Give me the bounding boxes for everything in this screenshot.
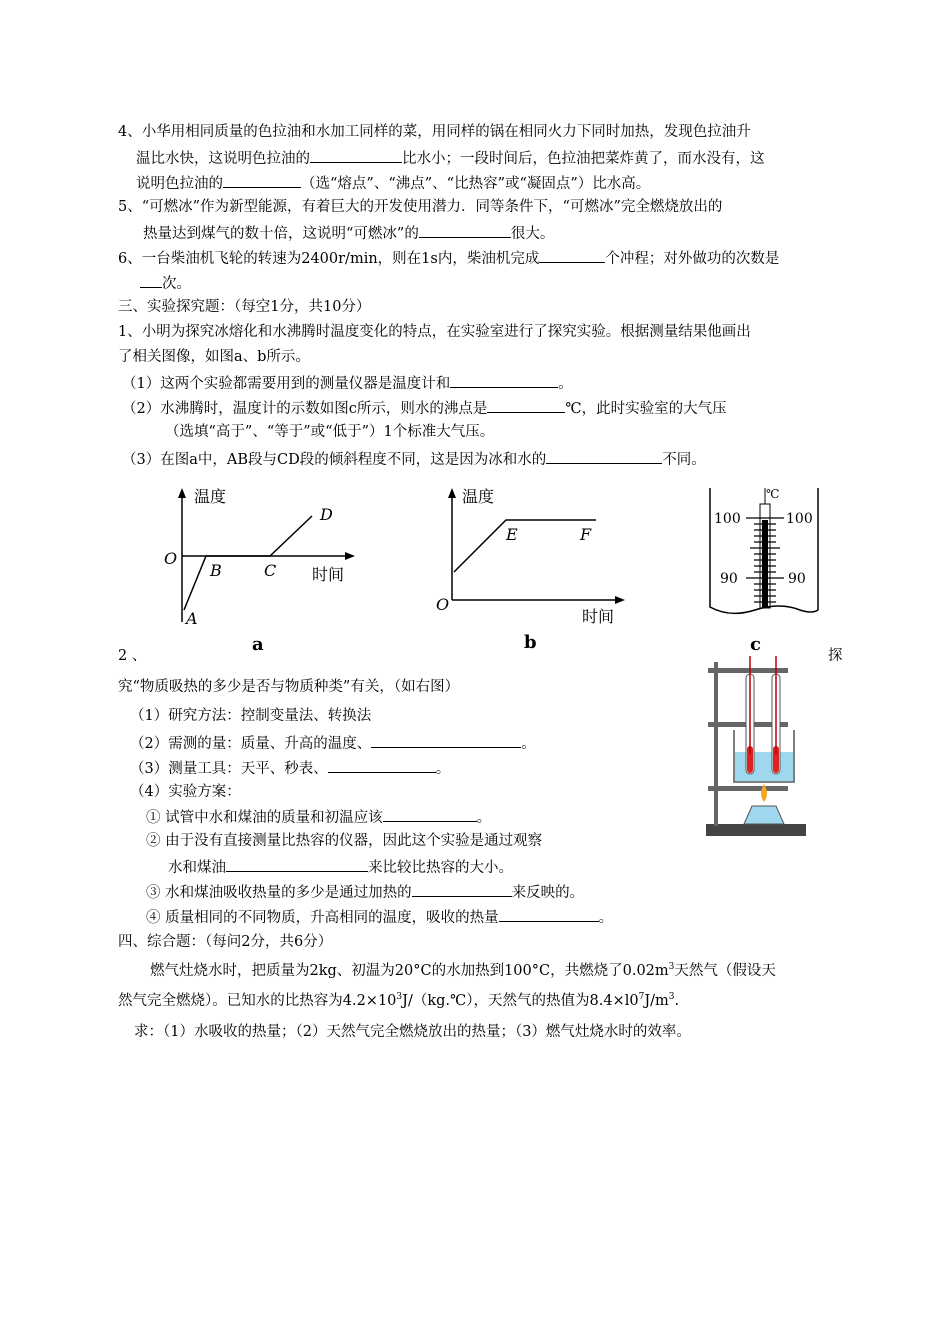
- figure-a-point-a: A: [186, 609, 198, 628]
- e1-text-p2a: （2）水沸腾时，温度计的示数如图c所示，则水的沸点是: [122, 401, 488, 417]
- e1-blank-1[interactable]: [450, 372, 558, 388]
- figure-c-label-100-right: 100: [786, 511, 813, 527]
- e1-part-1: [122, 372, 573, 394]
- e2-blank-2[interactable]: [328, 757, 436, 773]
- c1-sup-a: 3: [668, 962, 675, 973]
- figure-b-origin: O: [436, 595, 450, 614]
- c1-text-b3: J/m: [644, 993, 669, 1009]
- q5-line-1: 5、“可燃冰”作为新型能源，有着巨大的开发使用潜力．同等条件下，“可燃冰”完全燃烧放出的: [118, 199, 723, 215]
- e2-text-i4a: ④ 质量相同的不同物质，升高相同的温度，吸收的热量: [146, 910, 499, 926]
- e2-item-2-cont: [168, 856, 513, 878]
- q6-line-1: [118, 247, 779, 269]
- figure-b-point-f: F: [580, 525, 592, 544]
- q6-blank-2[interactable]: [140, 272, 162, 288]
- figure-a-point-b: B: [210, 561, 222, 580]
- figure-c-label-100-left: 100: [714, 511, 741, 527]
- figure-a-point-c: C: [264, 561, 277, 580]
- e2-blank-4[interactable]: [226, 856, 368, 872]
- e2-text-i3a: ③ 水和煤油吸收热量的多少是通过加热的: [146, 885, 412, 901]
- q5-text-b2: 很大。: [510, 226, 555, 242]
- figure-a-caption: a: [252, 634, 264, 655]
- q4-blank-2[interactable]: [223, 172, 301, 188]
- q6-text-a1: 6、一台柴油机飞轮的转速为2400r/min，则在1s内，柴油机完成: [118, 251, 540, 267]
- q6-line-2: [140, 272, 191, 294]
- e1-text-p3a: （3）在图a中，AB段与CD段的倾斜程度不同，这是因为冰和水的: [122, 452, 547, 468]
- e2-step-1: （1）研究方法：控制变量法、转换法: [130, 708, 372, 724]
- e1-line-2: 了相关图像，如图a、b所示。: [118, 349, 310, 365]
- e2-text-s3b: 。: [435, 761, 451, 777]
- figure-a-ice-melting-graph: [160, 482, 360, 657]
- e2-item-1: [146, 806, 491, 828]
- e1-blank-2[interactable]: [487, 397, 565, 413]
- e2-right-char: 探: [828, 648, 843, 664]
- c1-text-a1: 燃气灶烧水时，把质量为2kg、初温为20°C的水加热到100°C，共燃烧了0.02m: [150, 963, 669, 979]
- q4-blank-1[interactable]: [310, 147, 402, 163]
- e1-text-p2b: ℃，此时实验室的大气压: [565, 401, 727, 417]
- figure-a-origin: O: [164, 549, 178, 568]
- section-3-title: 三、实验探究题：（每空1分，共10分）: [118, 299, 371, 315]
- c1-line-2: [118, 991, 679, 1011]
- e2-item-2: ② 由于没有直接测量比热容的仪器，因此这个实验是通过观察: [146, 833, 543, 849]
- c1-sup-b1: 3: [396, 992, 403, 1003]
- e2-text-s2b: 。: [521, 736, 536, 752]
- q4-text-b2: 比水小；一段时间后，色拉油把菜炸黄了，而水没有，这: [402, 151, 765, 167]
- e1-text-p3b: 不同。: [662, 452, 706, 468]
- c1-text-b2: J/（kg.℃），天然气的热值为8.4×l0: [402, 993, 639, 1009]
- q6-text-b: 次。: [162, 276, 191, 292]
- c1-text-a2: 天然气（假设天: [674, 963, 776, 979]
- e2-blank-3[interactable]: [383, 806, 477, 822]
- q4-text-b1: 温比水快，这说明色拉油的: [136, 151, 310, 167]
- figure-c-unit: ℃: [766, 487, 780, 501]
- figure-b-caption: b: [524, 632, 537, 653]
- q4-line-2: [136, 147, 765, 169]
- c1-line-1: [150, 961, 776, 981]
- e2-step-4: （4）实验方案：: [130, 784, 241, 800]
- e2-step-2: [130, 732, 536, 754]
- section-4-title: 四、综合题：（每问2分，共6分）: [118, 934, 333, 950]
- e2-item-4: [146, 906, 613, 928]
- e2-item-3: [146, 881, 584, 903]
- figure-c-caption: c: [750, 634, 761, 655]
- q5-text-b1: 热量达到煤气的数十倍，这说明“可燃冰”的: [143, 226, 419, 242]
- e2-text-i1b: 。: [476, 810, 492, 826]
- e1-part-2: [122, 397, 727, 419]
- e1-text-p1b: 。: [558, 376, 573, 392]
- figure-b-point-e: E: [506, 525, 518, 544]
- figure-b-ylabel: 温度: [462, 487, 495, 506]
- figure-c-label-90-left: 90: [720, 571, 738, 587]
- e2-text-s3a: （3）测量工具：天平、秒表、: [130, 761, 328, 777]
- e2-blank-5[interactable]: [412, 881, 512, 897]
- figure-a-point-d: D: [320, 505, 333, 524]
- figure-c-label-90-right: 90: [788, 571, 806, 587]
- q4-text-c2: （选“熔点”、“沸点”、“比热容”或“凝固点”）比水高。: [301, 176, 651, 192]
- e1-line-1: 1、小明为探究冰熔化和水沸腾时温度变化的特点，在实验室进行了探究实验。根据测量结果他画出: [118, 324, 751, 340]
- figure-c-thermometer: [700, 482, 830, 657]
- e2-number: 2 、: [118, 648, 147, 664]
- figure-b-xlabel: 时间: [582, 607, 615, 626]
- q4-line-1: 4、小华用相同质量的色拉油和水加工同样的菜，用同样的锅在相同火力下同时加热，发现色拉油升: [118, 124, 751, 140]
- c1-text-b4: .: [674, 993, 680, 1009]
- e2-step-3: [130, 757, 450, 779]
- e2-text-s2a: （2）需测的量：质量、升高的温度、: [130, 736, 372, 752]
- e2-line-1: 究“物质吸热的多少是否与物质种类”有关，（如右图）: [118, 679, 460, 695]
- figure-a-ylabel: 温度: [194, 487, 227, 506]
- e2-text-i3b: 来反映的。: [511, 885, 585, 901]
- e2-text-i2b: 水和煤油: [168, 860, 226, 876]
- e1-text-p1a: （1）这两个实验都需要用到的测量仪器是温度计和: [122, 376, 451, 392]
- q5-line-2: [143, 222, 554, 244]
- c1-question: 求：（1）水吸收的热量；（2）天然气完全燃烧放出的热量；（3）燃气灶烧水时的效率。: [134, 1024, 691, 1040]
- e1-blank-3[interactable]: [546, 448, 662, 464]
- e2-blank-6[interactable]: [499, 906, 599, 922]
- q6-text-a2: 个冲程；对外做功的次数是: [605, 251, 780, 267]
- c1-text-b1: 然气完全燃烧）。已知水的比热容为4.2×10: [118, 993, 397, 1009]
- heating-apparatus-illustration: [700, 654, 810, 840]
- e1-part-2-cont: （选填“高于”、“等于”或“低于”）1个标准大气压。: [165, 424, 495, 440]
- e1-part-3: [122, 448, 706, 470]
- q4-line-3: [136, 172, 650, 194]
- e2-text-i4b: 。: [598, 910, 614, 926]
- e2-blank-1[interactable]: [371, 732, 521, 748]
- e2-text-i1a: ① 试管中水和煤油的质量和初温应该: [146, 810, 383, 826]
- q5-blank[interactable]: [419, 222, 511, 238]
- c1-sup-b3: 3: [668, 992, 675, 1003]
- figure-a-xlabel: 时间: [312, 565, 345, 584]
- q6-blank-1[interactable]: [539, 247, 605, 263]
- figure-b-water-boiling-graph: [430, 482, 630, 657]
- q4-text-c1: 说明色拉油的: [136, 176, 223, 192]
- e2-text-i2c: 来比较比热容的大小。: [368, 860, 513, 876]
- c1-sup-b2: 7: [638, 992, 645, 1003]
